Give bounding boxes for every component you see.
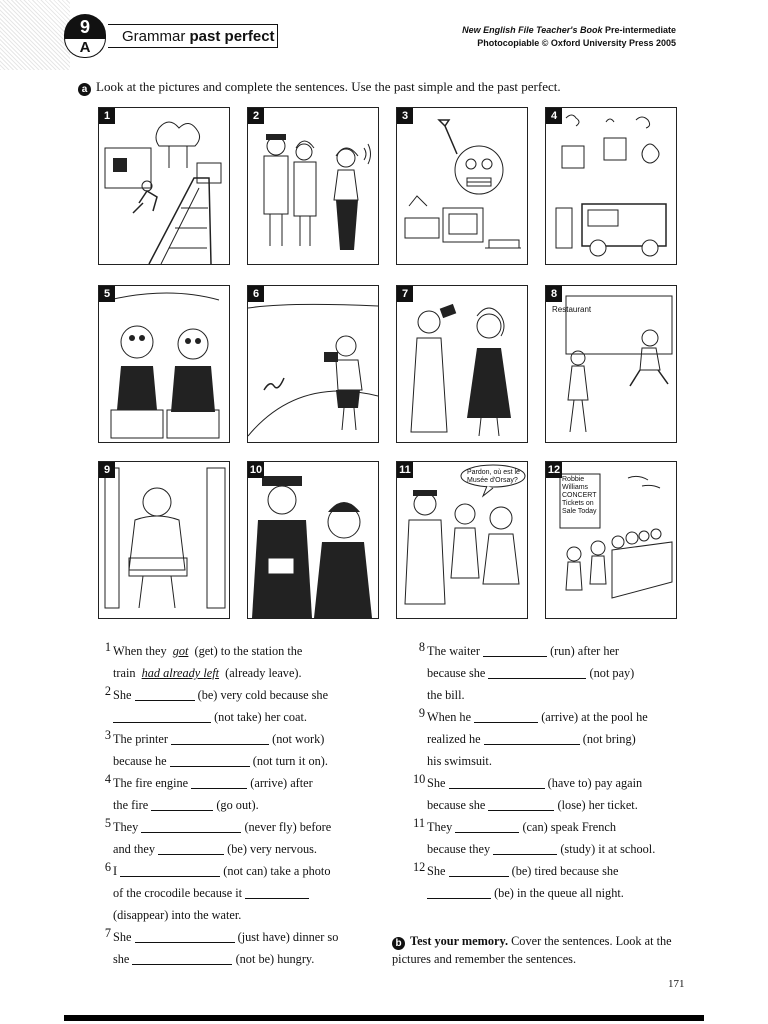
answer-blank[interactable] [484,731,580,745]
bottom-rule [64,1015,704,1021]
sentences-left-column [104,640,403,970]
sentence-12: 12 She (be) tired because she (be) in the queue all night. [413,860,624,900]
sentence-11: 11 They (can) speak French because they (study) it at school. [413,816,656,856]
answer-blank[interactable] [245,885,309,899]
sentence-4: 4 The fire engine (arrive) after the fire (go out). [104,772,313,812]
sentences-right-column [413,640,717,904]
picture-panel-12 [545,461,677,619]
answer-blank[interactable] [455,819,519,833]
exercise-b-text: Cover the sentences. Look at the pictures and remember the sentences. [392,934,672,966]
picture-panel-8 [545,285,677,443]
title-prefix: Grammar [122,28,186,45]
sentence-7: 7 She (just have) dinner so she (not be) hungry. [104,926,339,966]
page-title [108,24,278,48]
exercise-a-text: Look at the pictures and complete the sentences. Use the past simple and the past perfect. [96,79,561,94]
picture-panel-4 [545,107,677,265]
sentence-6: 6 I (not can) take a photo of the crocodile because it (disappear) into the water. [104,860,331,922]
picture-panel-2 [247,107,379,265]
picture-panel-11 [396,461,528,619]
answer-blank[interactable] [449,863,509,877]
panel-number: 11 [397,462,413,478]
picture-panel-5 [98,285,230,443]
picture-panel-1 [98,107,230,265]
answer-blank[interactable] [158,841,224,855]
french-tourists-drawing [397,462,527,618]
answer-blank[interactable] [483,643,547,657]
sentence-2: 2 She (be) very cold because she (not take) her coat. [104,684,329,724]
picture-panel-7 [396,285,528,443]
answer-blank[interactable] [488,665,586,679]
panel-number: 10 [249,464,263,476]
answer-blank[interactable] [141,819,241,833]
concert-poster: Robbie Williams CONCERT Tickets on Sale Today [562,476,597,515]
fire-engine-drawing [546,108,676,264]
panel-number: 12 [547,464,561,476]
picture-panel-9 [98,461,230,619]
station-train-drawing [99,108,229,264]
answer-blank[interactable] [135,929,235,943]
panel-number: 1 [99,108,115,124]
publisher-book: New English File Teacher's Book [462,25,603,35]
cold-woman-drawing [248,108,378,264]
picture-panel-6 [247,285,379,443]
publisher-info [462,24,676,50]
dinner-drawing [397,286,527,442]
example-answer: had already left [141,666,220,680]
unit-letter: A [64,38,106,58]
panel-number: 8 [546,286,562,302]
publisher-copyright: Photocopiable © Oxford University Press 2005 [477,38,676,48]
panel-number: 4 [546,108,562,124]
sentence-10: 10 She (have to) pay again because she (lose) her ticket. [413,772,643,812]
publisher-level: Pre-intermediate [604,25,676,35]
picture-panel-3 [396,107,528,265]
page-number: 171 [668,978,685,990]
swimming-pool-drawing [99,462,229,618]
crocodile-photo-drawing [248,286,378,442]
panel-number: 5 [99,286,115,302]
sentence-3: 3 The printer (not work) because he (not turn it on). [104,728,328,768]
speech-bubble: Pardon, où est le Musée d'Orsay? [467,469,520,484]
answer-blank[interactable] [120,863,220,877]
sentence-8: 8 The waiter (run) after her because she (not pay) the bill. [418,640,635,702]
answer-blank[interactable] [171,731,269,745]
exercise-a-instruction [78,79,561,96]
panel-number: 6 [248,286,264,302]
answer-blank[interactable] [135,687,195,701]
sentence-5: 5 They (never fly) before and they (be) very nervous. [104,816,332,856]
answer-blank[interactable] [493,841,557,855]
answer-blank[interactable] [427,885,491,899]
ticket-inspector-drawing [248,462,378,618]
exercise-b-instruction [392,932,692,968]
sentence-9: 9 When he (arrive) at the pool he realized he (not bring) his swimsuit. [418,706,648,768]
unit-badge [64,14,106,56]
answer-blank[interactable] [170,753,250,767]
sentence-1: 1 When they got (get) to the station the train had already left (already leave). [104,640,303,680]
angry-printer-drawing [397,108,527,264]
answer-blank[interactable] [113,709,211,723]
title-main: past perfect [189,28,275,45]
answer-blank[interactable] [474,709,538,723]
restaurant-sign: Restaurant [552,305,592,314]
exercise-a-letter: a [78,83,91,96]
panel-number: 3 [397,108,413,124]
answer-blank[interactable] [132,951,232,965]
unit-number: 9 [64,14,106,38]
answer-blank[interactable] [151,797,213,811]
picture-panel-10 [247,461,379,619]
panel-number: 2 [248,108,264,124]
scan-corner-texture [0,0,70,70]
exercise-b-bold: Test your memory. [410,934,509,948]
panel-number: 9 [99,462,115,478]
panel-number: 7 [397,286,413,302]
answer-blank[interactable] [488,797,554,811]
exercise-b-letter: b [392,937,405,950]
example-answer: got [172,644,189,658]
nervous-couple-plane-drawing [99,286,229,442]
answer-blank[interactable] [449,775,545,789]
answer-blank[interactable] [191,775,247,789]
